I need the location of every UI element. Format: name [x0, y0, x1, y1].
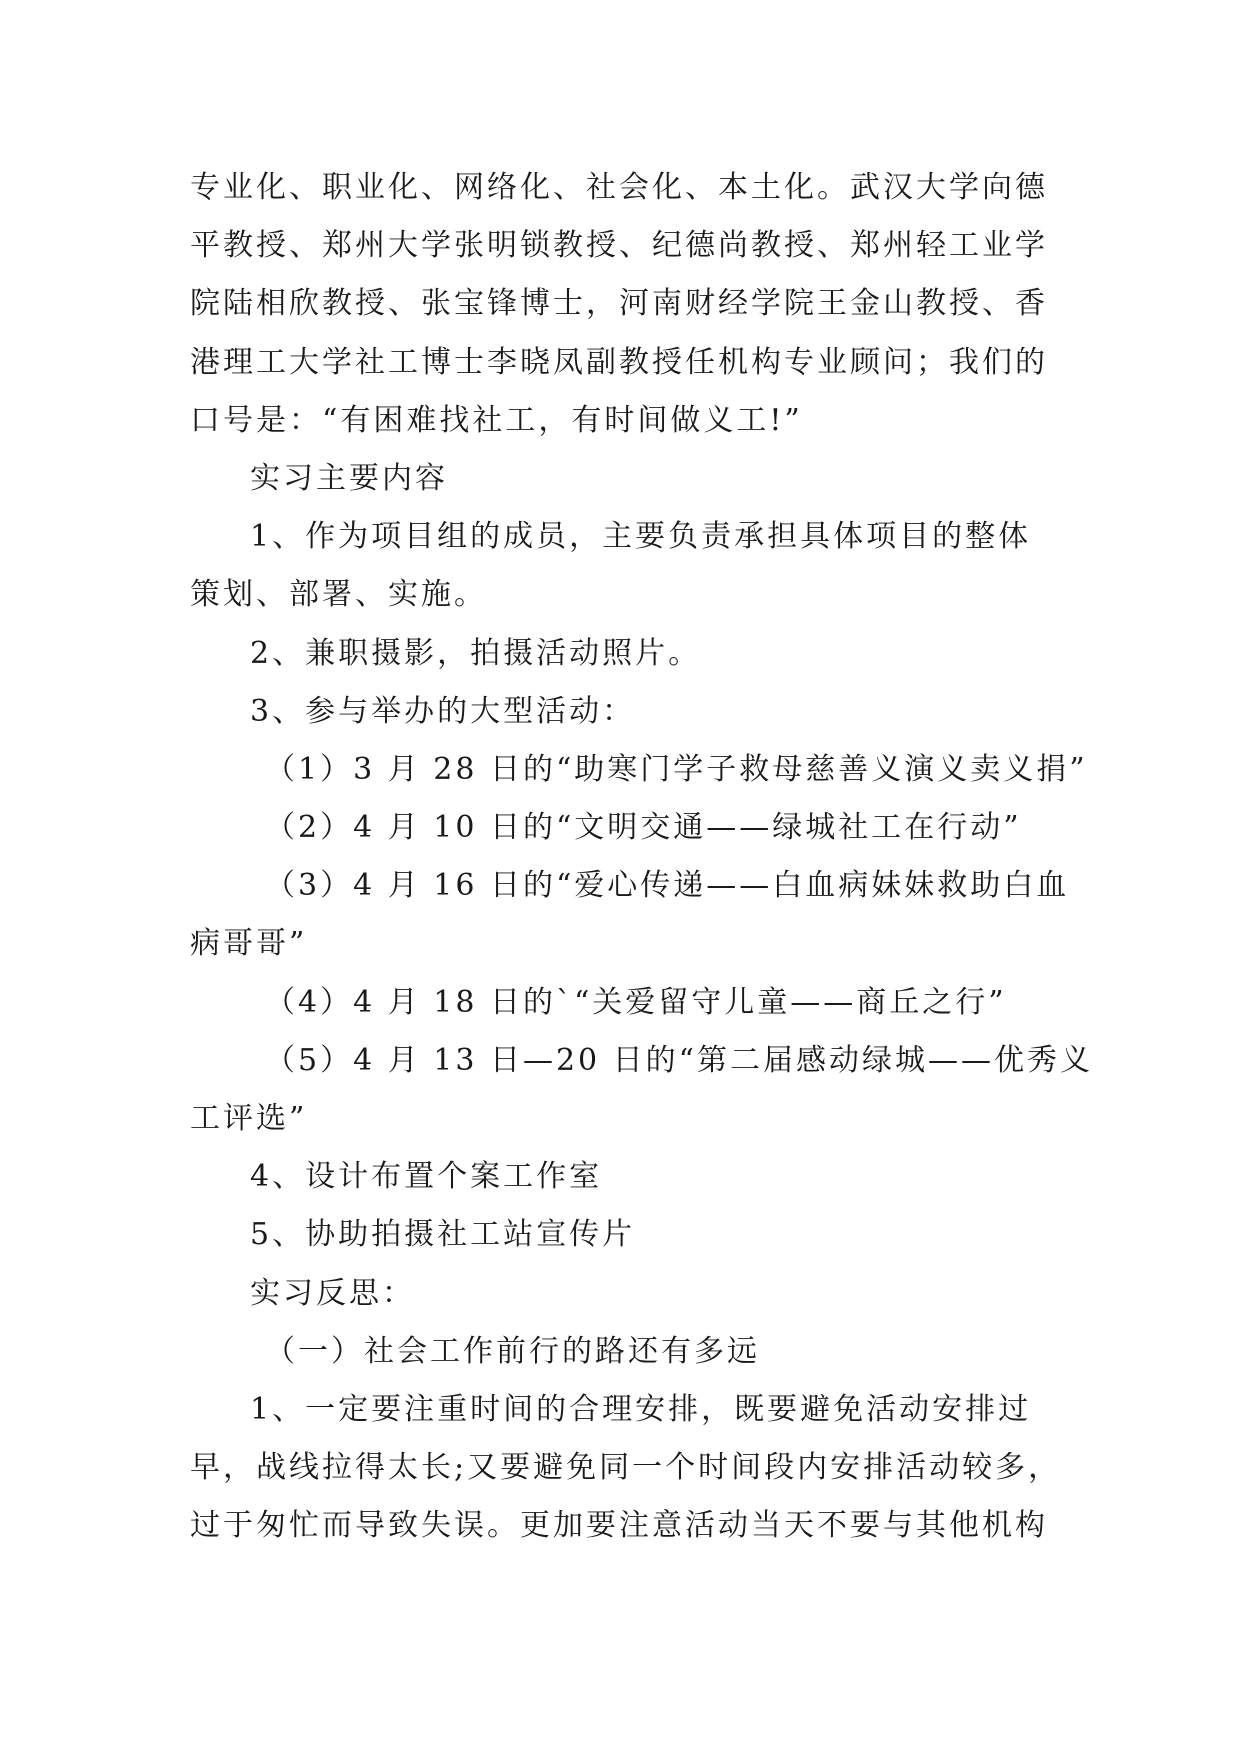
sub-list-item: （3）4 月 16 日的“爱心传递——白血病妹妹救助白血: [265, 868, 1070, 904]
text-line: 工评选”: [190, 1101, 308, 1136]
list-item: 2、兼职摄影，拍摄活动照片。: [250, 635, 702, 671]
text-line: 平教授、郑州大学张明锁教授、纪德尚教授、郑州轻工业学: [190, 228, 1048, 264]
sub-list-item: （2）4 月 10 日的“文明交通——绿城社工在行动”: [265, 810, 1022, 846]
sub-list-item: （1）3 月 28 日的“助寒门学子救母慈善义演义卖义捐”: [265, 751, 1088, 787]
list-item: 5、协助拍摄社工站宣传片: [250, 1217, 636, 1253]
list-item: 4、设计布置个案工作室: [250, 1159, 603, 1195]
list-item: 1、作为项目组的成员，主要负责承担具体项目的整体: [250, 519, 1032, 555]
list-item: 1、一定要注重时间的合理安排，既要避免活动安排过: [250, 1391, 1032, 1427]
text-line: 口号是：“有困难找社工，有时间做义工!”: [190, 402, 803, 438]
document-body: [190, 159, 1094, 1556]
list-item: 3、参与举办的大型活动：: [250, 693, 636, 729]
section-heading-reflection: 实习反思：: [250, 1275, 415, 1311]
text-line: 早，战线拉得太长;又要避免同一个时间段内安排活动较多，: [190, 1450, 1062, 1486]
text-line: 院陆相欣教授、张宝锋博士，河南财经学院王金山教授、香: [190, 286, 1048, 322]
section-heading-internship-content: 实习主要内容: [250, 460, 448, 496]
sub-list-item: （5）4 月 13 日—20 日的“第二届感动绿城——优秀义: [265, 1042, 1094, 1078]
sub-list-item: （4）4 月 18 日的`“关爱留守儿童——商丘之行”: [265, 984, 1007, 1020]
text-line: 策划、部署、实施。: [190, 577, 487, 613]
sub-heading: （一）社会工作前行的路还有多远: [265, 1333, 760, 1369]
text-line: 过于匆忙而导致失误。更加要注意活动当天不要与其他机构: [190, 1508, 1048, 1544]
text-line: 病哥哥”: [190, 926, 308, 962]
text-line: 港理工大学社工博士李晓凤副教授任机构专业顾问；我们的: [190, 344, 1048, 380]
text-line: 专业化、职业化、网络化、社会化、本土化。武汉大学向德: [190, 170, 1048, 205]
